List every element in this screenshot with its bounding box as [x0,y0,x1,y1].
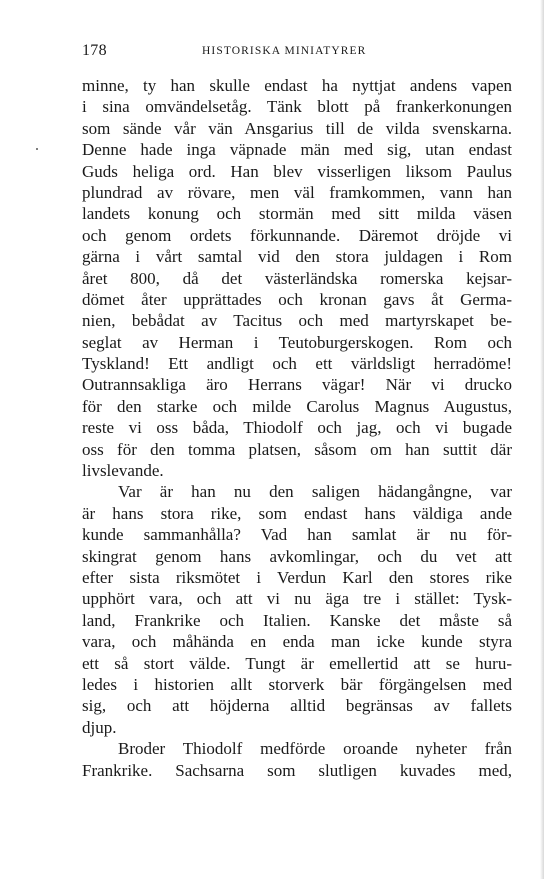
text-line: i sina omvändelsetåg. Tänk blott på frankerkonungen [82,97,512,117]
running-head [82,42,512,64]
text-line: Frankrike. Sachsarna som slutligen kuvades med, [82,760,512,780]
text-line: kunde sammanhålla? Vad han samlat är nu för- [82,525,512,545]
text-line: upphört vara, och att vi nu äga tre i stället: Tysk- [82,589,512,609]
text-line: är hans stora rike, som endast hans väldiga ande [82,503,512,523]
body-text [82,75,512,781]
text-line: plundrad av rövare, men väl framkommen, vann han [82,182,512,202]
text-line: Tyskland! Ett andligt och ett världsligt herradöme! [82,354,512,374]
text-line: reste vi oss båda, Thiodolf och jag, och vi bugade [82,418,512,438]
text-line: gärna i vårt samtal vid den stora juldagen i Rom [82,247,512,267]
text-line: minne, ty han skulle endast ha nyttjat andens vapen [82,76,512,95]
text-line: efter sista riksmötet i Verdun Karl den stores rike [82,567,512,587]
text-line: ett så stort välde. Tungt är emellertid att se huru- [82,653,512,673]
paragraph-end-line: livslevande. [82,461,164,481]
text-line: som sände vår vän Ansgarius till de vilda svenskarna. [82,118,512,138]
text-line: dömet åter upprättades och kronan gavs åt Germa- [82,289,512,309]
text-line: nien, bebådat av Tacitus och med martyrskapet be- [82,311,512,331]
paragraph-start-line: Broder Thiodolf medförde oroande nyheter från [118,739,512,759]
text-line: året 800, då det västerländska romerska kejsar- [82,268,512,288]
text-line: för den starke och milde Carolus Magnus Augustus, [82,396,512,416]
text-line: Denne hade inga väpnade män med sig, utan endast [82,140,512,160]
running-title: HISTORISKA MINIATYRER [202,45,367,57]
text-line: sig, och att höjderna alltid begränsas av fallets [82,696,512,716]
text-line: ledes i historien allt storverk bär förgängelsen med [82,674,512,694]
text-line: seglat av Herman i Teutoburgerskogen. Rom och [82,332,512,352]
text-line: Outrannsakliga äro Herrans vägar! När vi drucko [82,375,512,395]
page-edge-shadow [540,0,544,879]
page-number: 178 [82,42,107,59]
text-line: och genom ordets förkunnande. Däremot dröjde vi [82,225,512,245]
speck [36,148,38,150]
text-line: landets konung och stormän med sitt milda väsen [82,204,512,224]
text-line: vara, och måhända en enda man icke kunde styra [82,632,512,652]
text-line: Guds heliga ord. Han blev visserligen liksom Paulus [82,161,512,181]
text-line: oss för den tomma platsen, såsom om han suttit där [82,439,512,459]
paragraph-end-line: djup. [82,717,117,737]
text-line: skingrat genom hans avkomlingar, och du vet att [82,546,512,566]
text-line: land, Frankrike och Italien. Kanske det måste så [82,610,512,630]
paragraph-start-line: Var är han nu den saligen hädangångne, var [118,482,512,502]
